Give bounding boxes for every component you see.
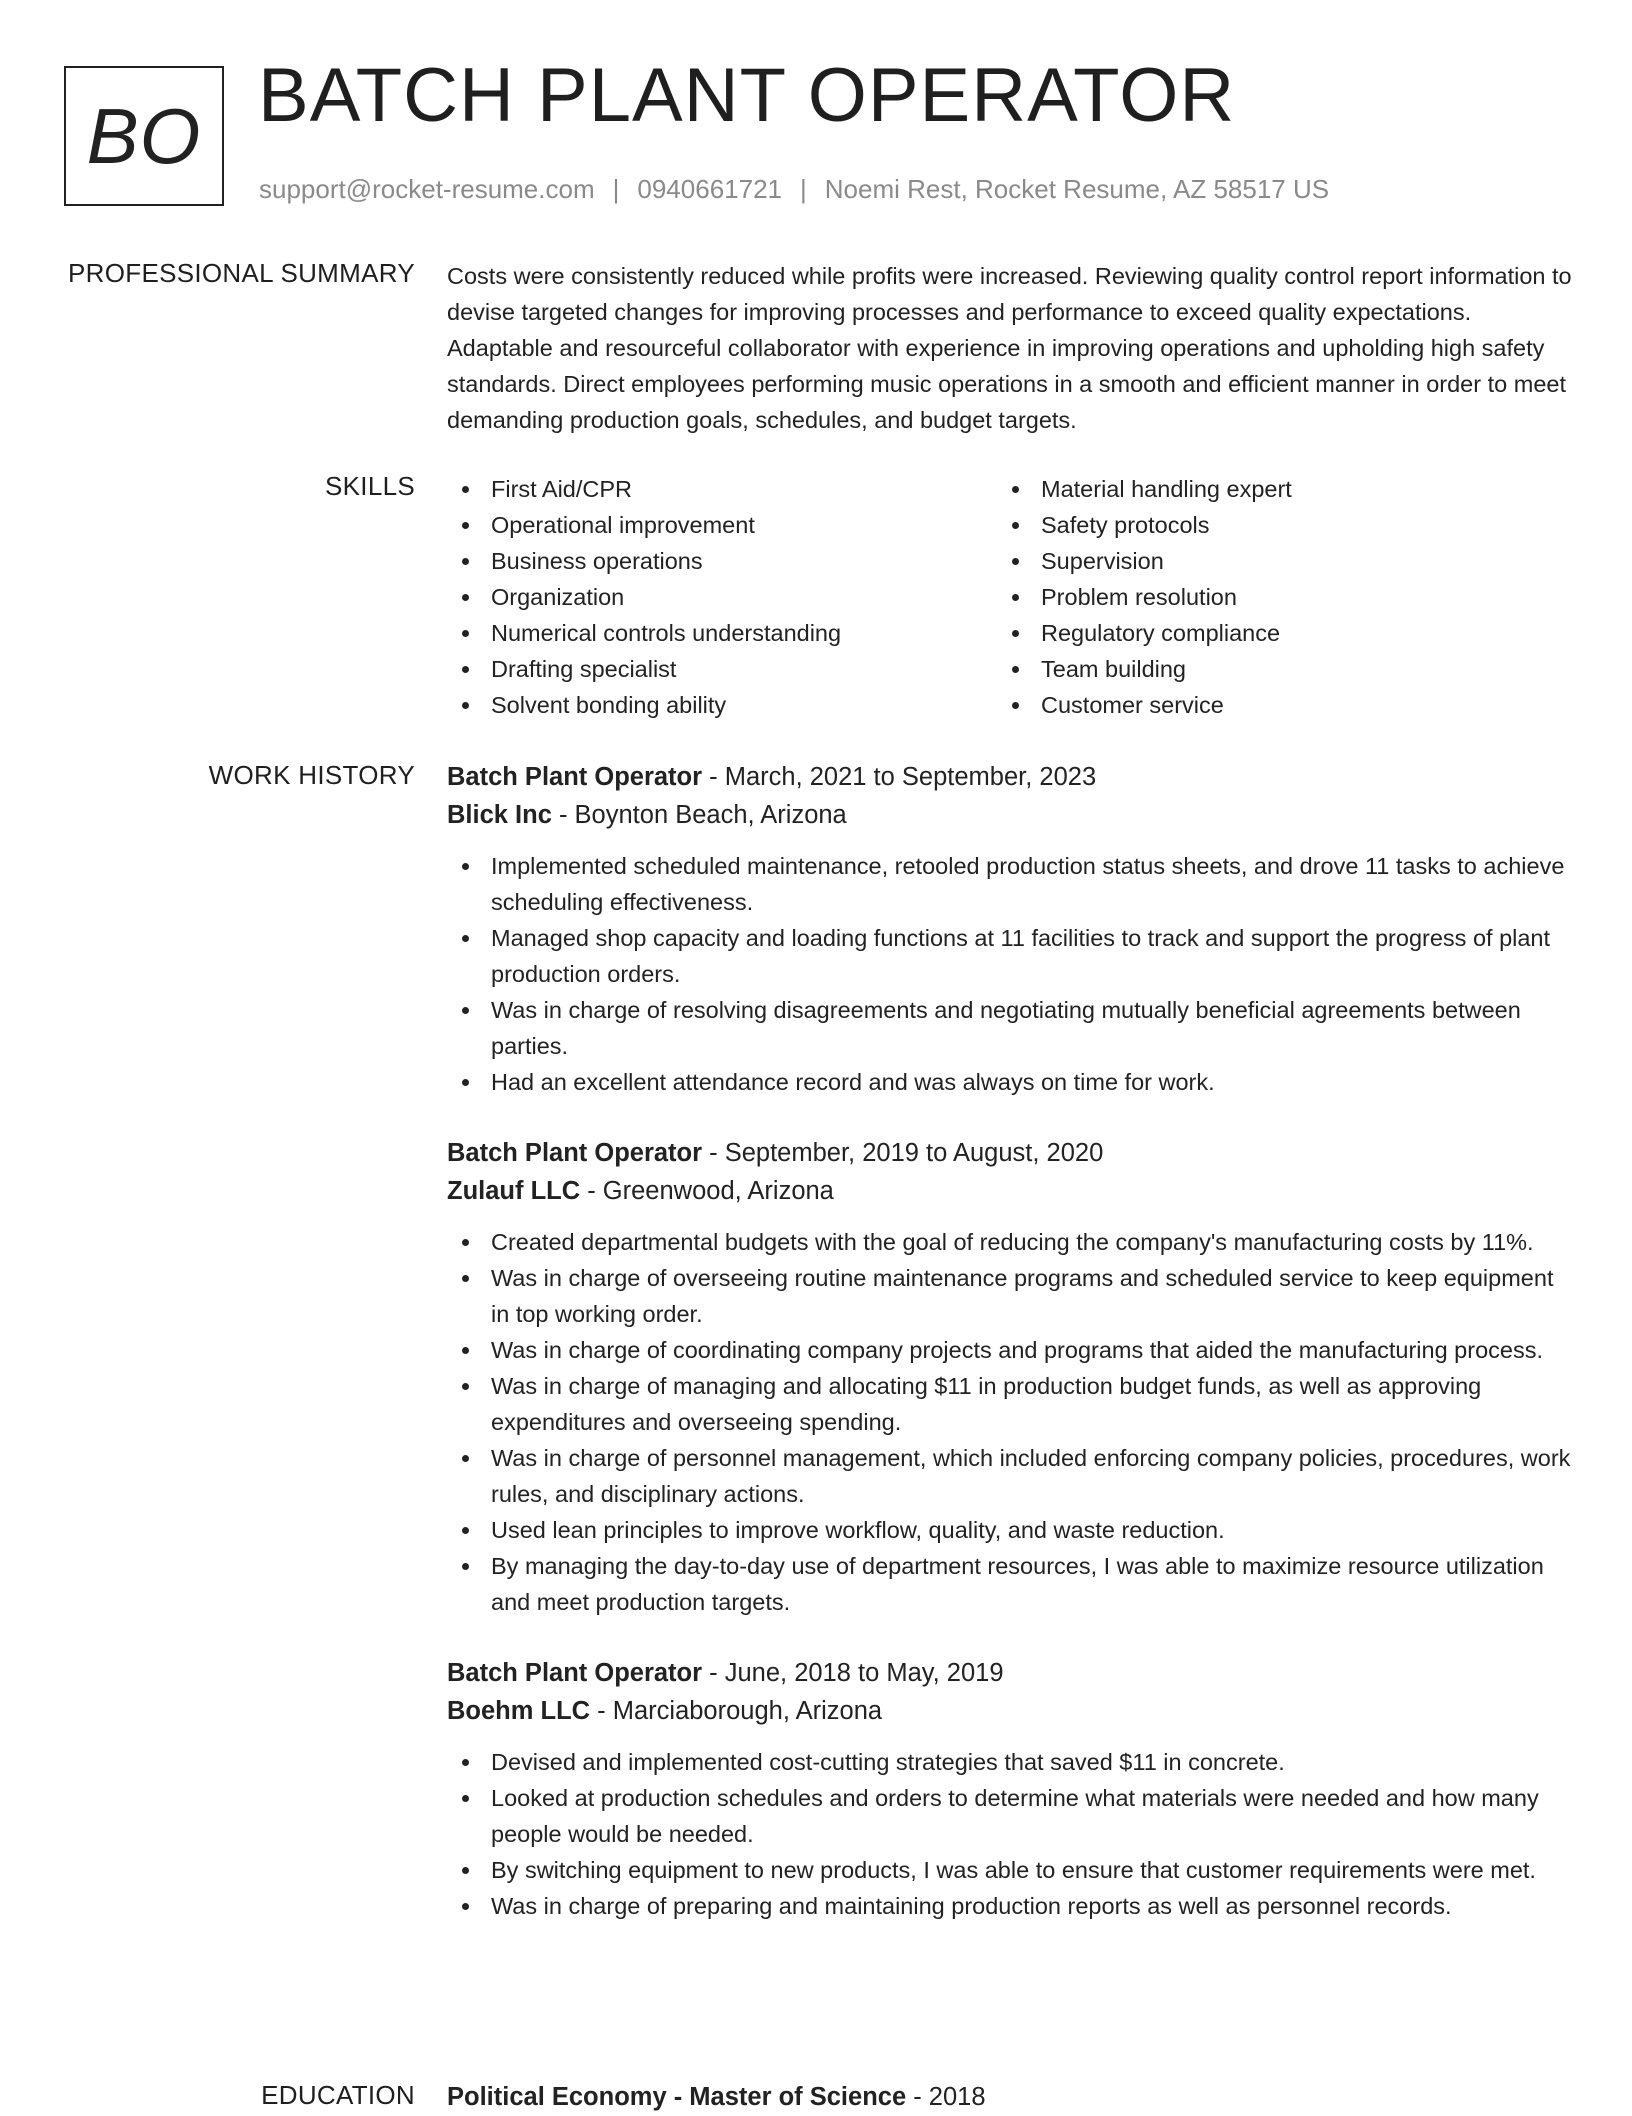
skill-item: Material handling expert <box>997 471 1547 507</box>
job-company: Blick Inc <box>447 801 552 829</box>
summary-text: Costs were consistently reduced while profits were increased. Reviewing quality control report information to devise targeted changes for improving processes and performance to exceed quality expectations. Adaptable and resourceful collaborator with experience in improving operations and upholding high safety standards. Direct employees performing music operations in a smooth and efficient manner in order to meet demanding production goals, schedules, and budget targets. <box>447 263 1572 433</box>
skill-item: Numerical controls understanding <box>447 615 997 651</box>
skill-item: Customer service <box>997 687 1547 723</box>
job-location: - Boynton Beach, Arizona <box>551 801 847 829</box>
job-bullet: Was in charge of preparing and maintaining production reports as well as personnel records. <box>447 1888 1577 1924</box>
job-company-line <box>447 796 1577 834</box>
job-location: - Marciaborough, Arizona <box>590 1697 883 1725</box>
job-bullet: Was in charge of personnel management, which included enforcing company policies, procedures, work rules, and disciplinary actions. <box>447 1440 1577 1512</box>
skill-item: Supervision <box>997 543 1547 579</box>
contact-phone: 0940661721 <box>637 174 782 204</box>
job-bullets <box>447 1744 1577 1924</box>
education-degree: Political Economy - Master of Science <box>447 2083 907 2111</box>
education-year: - 2018 <box>906 2083 986 2111</box>
skill-item: Problem resolution <box>997 579 1547 615</box>
summary-body <box>447 258 1577 438</box>
job-dates: - June, 2018 to May, 2019 <box>702 1659 1004 1687</box>
skills-column-right <box>997 471 1547 723</box>
job-dates: - March, 2021 to September, 2023 <box>702 763 1097 791</box>
job-bullets <box>447 848 1577 1100</box>
job-bullet: Had an excellent attendance record and was always on time for work. <box>447 1064 1577 1100</box>
skill-item: First Aid/CPR <box>447 471 997 507</box>
contact-separator: | <box>612 174 620 204</box>
page-title: BATCH PLANT OPERATOR <box>258 53 1236 138</box>
skill-item: Drafting specialist <box>447 651 997 687</box>
job-bullets <box>447 1224 1577 1620</box>
skills-body <box>447 471 1577 723</box>
contact-line <box>259 174 1329 205</box>
work-history-body <box>447 758 1577 1958</box>
monogram: BO <box>64 66 224 206</box>
skill-item: Operational improvement <box>447 507 997 543</box>
job-bullet: Was in charge of overseeing routine maintenance programs and scheduled service to keep equipment in top working order. <box>447 1260 1577 1332</box>
job-title: Batch Plant Operator <box>447 763 703 791</box>
section-label-skills: SKILLS <box>325 471 415 501</box>
skill-item: Solvent bonding ability <box>447 687 997 723</box>
education-body <box>447 2078 1577 2116</box>
job-title-line <box>447 1134 1577 1172</box>
job-bullet: Was in charge of resolving disagreements and negotiating mutually beneficial agreements between parties. <box>447 992 1577 1064</box>
job-company: Boehm LLC <box>447 1697 591 1725</box>
skill-item: Regulatory compliance <box>997 615 1547 651</box>
job-bullet: By switching equipment to new products, I was able to ensure that customer requirements were met. <box>447 1852 1577 1888</box>
job-entry <box>447 1654 1577 1924</box>
job-dates: - September, 2019 to August, 2020 <box>702 1139 1104 1167</box>
job-bullet: Was in charge of coordinating company projects and programs that aided the manufacturing process. <box>447 1332 1577 1368</box>
contact-separator: | <box>800 174 807 204</box>
job-bullet: Implemented scheduled maintenance, retooled production status sheets, and drove 11 tasks to achieve scheduling effectiveness. <box>447 848 1577 920</box>
section-label-summary: PROFESSIONAL SUMMARY <box>68 258 415 288</box>
skill-item: Organization <box>447 579 997 615</box>
education-line <box>447 2078 1577 2116</box>
skill-item: Business operations <box>447 543 997 579</box>
job-title: Batch Plant Operator <box>447 1139 703 1167</box>
contact-address: Noemi Rest, Rocket Resume, AZ 58517 US <box>824 174 1330 204</box>
job-title-line <box>447 1654 1577 1692</box>
section-label-education: EDUCATION <box>261 2080 415 2110</box>
job-bullet: Was in charge of managing and allocating $11 in production budget funds, as well as approving expenditures and overseeing spending. <box>447 1368 1577 1440</box>
skills-column-left <box>447 471 997 723</box>
skill-item: Team building <box>997 651 1547 687</box>
skill-item: Safety protocols <box>997 507 1547 543</box>
job-bullet: Used lean principles to improve workflow, quality, and waste reduction. <box>447 1512 1577 1548</box>
job-company: Zulauf LLC <box>447 1177 581 1205</box>
job-bullet: Looked at production schedules and orders to determine what materials were needed and how many people would be needed. <box>447 1780 1577 1852</box>
section-label-work-history: WORK HISTORY <box>208 760 415 790</box>
job-company-line <box>447 1172 1577 1210</box>
job-bullet: Managed shop capacity and loading functions at 11 facilities to track and support the progress of plant production orders. <box>447 920 1577 992</box>
job-title: Batch Plant Operator <box>447 1659 703 1687</box>
job-location: - Greenwood, Arizona <box>580 1177 834 1205</box>
job-entry <box>447 1134 1577 1620</box>
job-entry <box>447 758 1577 1100</box>
job-title-line <box>447 758 1577 796</box>
job-bullet: Devised and implemented cost-cutting strategies that saved $11 in concrete. <box>447 1744 1577 1780</box>
job-bullet: Created departmental budgets with the goal of reducing the company's manufacturing costs by 11%. <box>447 1224 1577 1260</box>
job-company-line <box>447 1692 1577 1730</box>
job-bullet: By managing the day-to-day use of department resources, I was able to maximize resource utilization and meet production targets. <box>447 1548 1577 1620</box>
contact-email: support@rocket-resume.com <box>259 174 595 204</box>
